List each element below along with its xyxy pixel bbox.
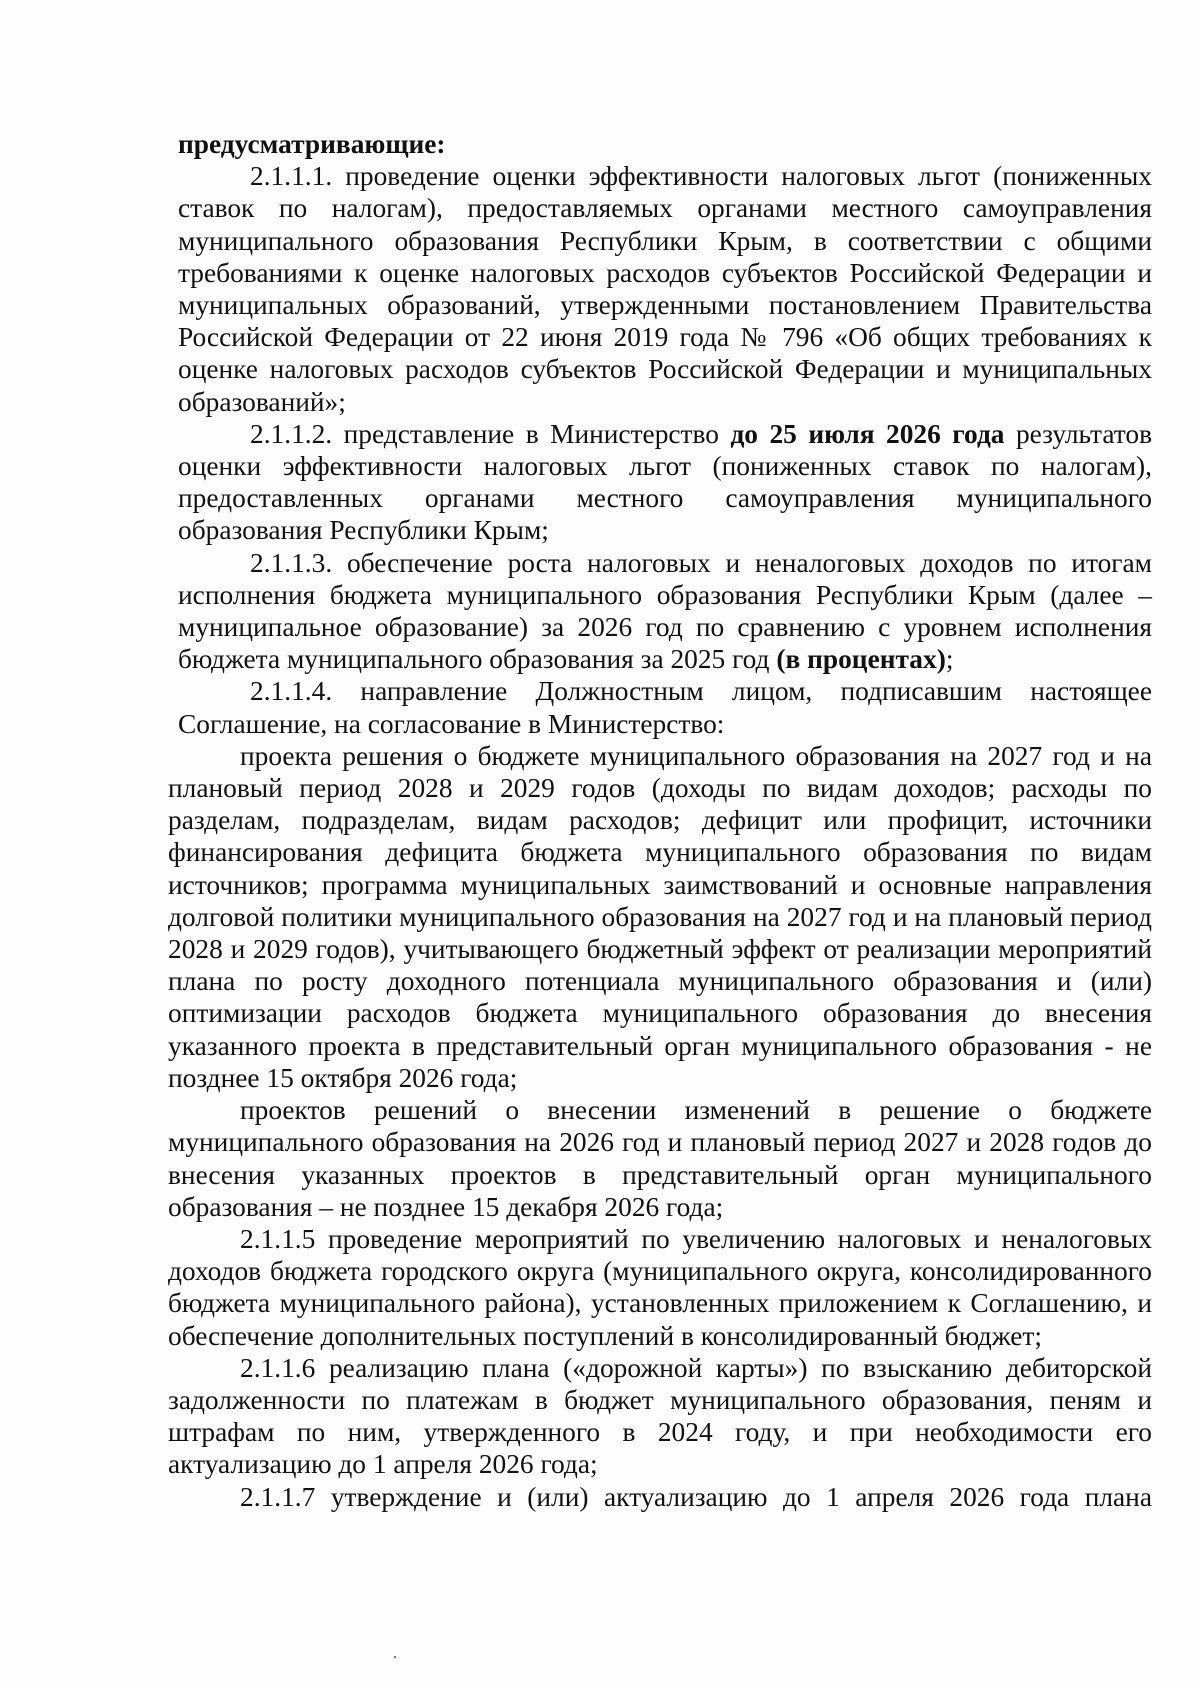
paragraph-2-1-1-2-text: 2.1.1.2. представление в Министерство [250,418,731,449]
percent-bold: (в процентах) [776,644,946,675]
paragraph-2-1-1-5: 2.1.1.5 проведение мероприятий по увеличению налоговых и неналоговых доходов бюджета городского округа (муниципального округа, консолидированного бюджета муниципального района), установленных приложением к Соглашению, и обеспечение дополнительных поступлений в консолидированный бюджет; [168,1223,1152,1351]
lead-heading: предусматривающие: [178,129,446,159]
paragraph-2-1-1-3 [178,547,1152,676]
scan-speck [394,1656,396,1658]
paragraph-2-1-1-3-text: 2.1.1.3. обеспечение роста налоговых и неналоговых доходов по итогам исполнения бюджета муниципального образования Республики Крым (далее – муниципальное образование) за 2026 год по сравнению с уровнем исполнения бюджета муниципального образования за 2025 год [178,547,1152,675]
paragraph-budget-draft: проекта решения о бюджете муниципального образования на 2027 год и на плановый период 2028 и 2029 годов (доходы по видам доходов; расходы по разделам, подразделам, видам расходов; дефицит или профицит, источники финансирования дефицита бюджета муниципального образования по видам источников; программа муниципальных заимствований и основные направления долговой политики муниципального образования на 2027 год и на плановый период 2028 и 2029 годов), учитывающего бюджетный эффект от реализации мероприятий плана по росту доходного потенциала муниципального образования и (или) оптимизации расходов бюджета муниципального образования до внесения указанного проекта в представительный орган муниципального образования - не позднее 15 октября 2026 года; [168,740,1152,1093]
paragraph-2-1-1-7: 2.1.1.7 утверждение и (или) актуализацию до 1 апреля 2026 года плана [240,1481,1152,1512]
paragraph-2-1-1-4: 2.1.1.4. направление Должностным лицом, подписавшим настоящее Соглашение, на согласование в Министерство: [178,676,1152,739]
paragraph-2-1-1-2 [178,418,1152,547]
document-body [168,128,1153,1513]
paragraph-2-1-1-1: 2.1.1.1. проведение оценки эффективности налоговых льгот (пониженных ставок по налогам), предоставляемых органами местного самоуправления муниципального образования Республики Крым, в соответствии с общими требованиями к оценке налоговых расходов субъектов Российской Федерации и муниципальных образований, утвержденными постановлением Правительства Российской Федерации от 22 июня 2019 года № 796 «Об общих требованиях к оценке налоговых расходов субъектов Российской Федерации и муниципальных образований»; [178,161,1152,417]
paragraph-2-1-1-3-rest: ; [945,644,954,675]
paragraph-2-1-1-2-rest: результатов оценки эффективности налоговых льгот (пониженных ставок по налогам), предоставленных органами местного самоуправления муниципального образования Республики Крым; [178,418,1153,546]
paragraph-budget-amendments: проектов решений о внесении изменений в решение о бюджете муниципального образования на 2026 год и плановый период 2027 и 2028 годов до внесения указанных проектов в представительный орган муниципального образования – не позднее 15 декабря 2026 года; [168,1095,1152,1222]
paragraph-2-1-1-6: 2.1.1.6 реализацию плана («дорожной карты») по взысканию дебиторской задолженности по платежам в бюджет муниципального образования, пеням и штрафам по ним, утвержденного в 2024 году, и при необходимости его актуализацию до 1 апреля 2026 года; [168,1352,1152,1480]
deadline-bold: до 25 июля 2026 года [730,418,1005,449]
